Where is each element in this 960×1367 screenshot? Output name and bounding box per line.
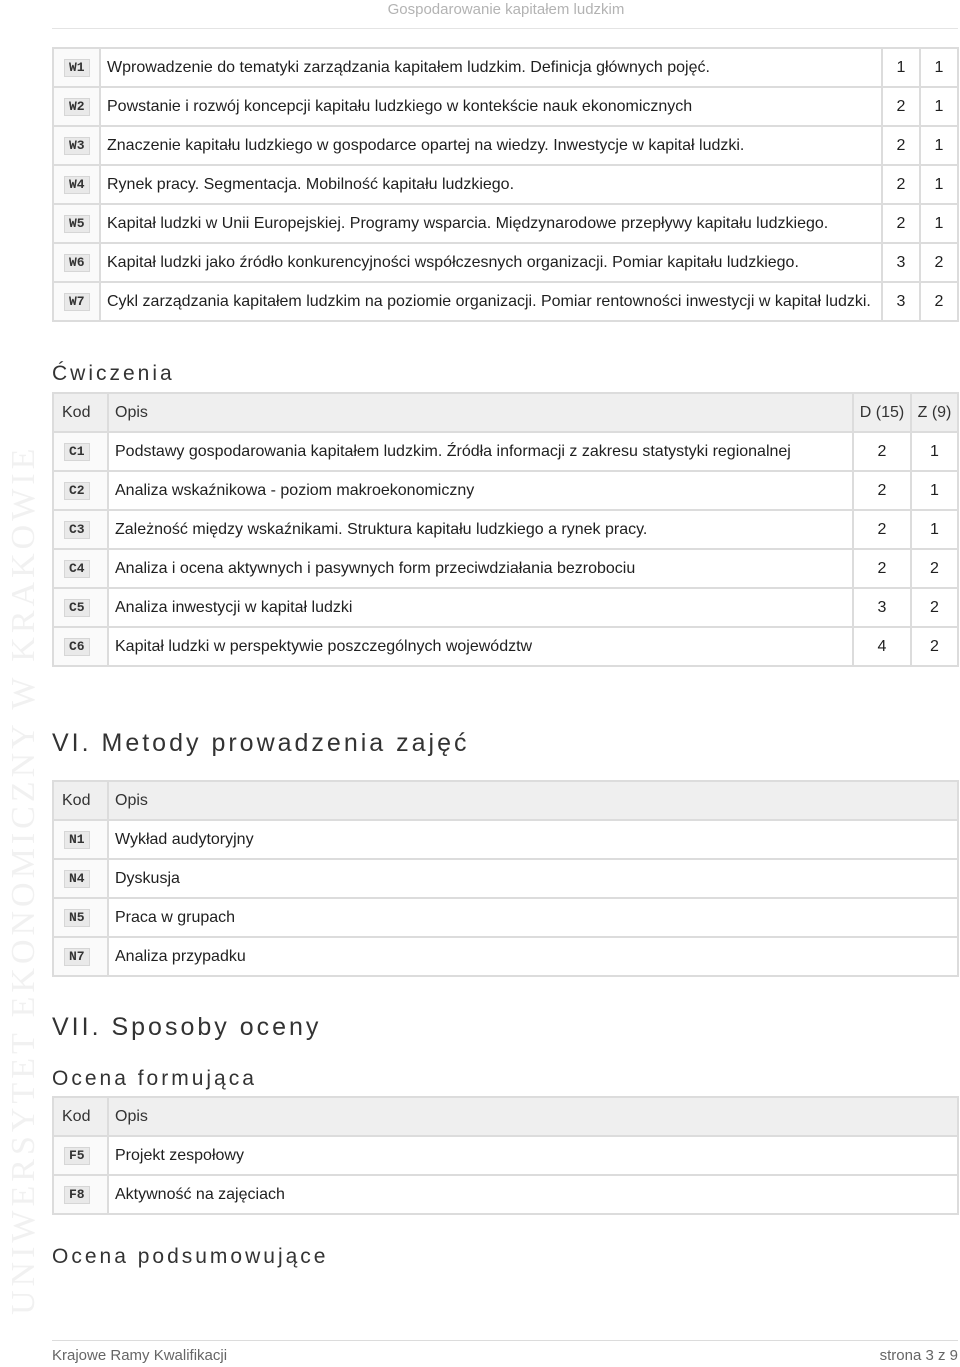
lecture-row [53, 204, 958, 243]
method-row [53, 820, 958, 859]
hours-z-cell: 2 [911, 588, 958, 627]
hours-z-cell: 1 [920, 204, 958, 243]
code-badge: C6 [64, 638, 90, 656]
code-badge: W1 [64, 59, 90, 77]
col-code-header: Kod [53, 393, 108, 432]
code-cell [53, 627, 108, 666]
methods-table [52, 780, 959, 977]
hours-d-cell: 2 [853, 432, 911, 471]
code-badge: N4 [64, 870, 90, 888]
hours-z-cell: 1 [920, 165, 958, 204]
hours-z-cell: 1 [911, 432, 958, 471]
lecture-row [53, 48, 958, 87]
method-row [53, 859, 958, 898]
methods-header-row [53, 781, 958, 820]
hours-d-cell: 2 [853, 549, 911, 588]
code-badge: C5 [64, 599, 90, 617]
lecture-row [53, 126, 958, 165]
hours-d-cell: 2 [853, 510, 911, 549]
code-cell [53, 165, 100, 204]
header-divider [52, 28, 958, 29]
description-cell: Analiza i ocena aktywnych i pasywnych form przeciwdziałania bezrobociu [108, 549, 853, 588]
code-badge: W3 [64, 137, 90, 155]
hours-d-cell: 2 [882, 87, 920, 126]
hours-d-cell: 3 [853, 588, 911, 627]
code-badge: N5 [64, 909, 90, 927]
code-badge: C3 [64, 521, 90, 539]
code-cell [53, 432, 108, 471]
description-cell: Kapitał ludzki w perspektywie poszczególnych województw [108, 627, 853, 666]
code-cell [53, 859, 108, 898]
description-cell: Zależność między wskaźnikami. Struktura kapitału ludzkiego a rynek pracy. [108, 510, 853, 549]
hours-z-cell: 1 [911, 510, 958, 549]
exercise-row [53, 627, 958, 666]
col-d-header: D (15) [853, 393, 911, 432]
code-badge: F8 [64, 1186, 90, 1204]
hours-d-cell: 1 [882, 48, 920, 87]
exercises-table [52, 392, 959, 667]
code-badge: N7 [64, 948, 90, 966]
hours-z-cell: 2 [911, 627, 958, 666]
code-cell [53, 588, 108, 627]
col-code-header: Kod [53, 1097, 108, 1136]
lectures-table [52, 47, 959, 322]
formative-row [53, 1175, 958, 1214]
formative-row [53, 1136, 958, 1175]
code-badge: W4 [64, 176, 90, 194]
description-cell: Powstanie i rozwój koncepcji kapitału ludzkiego w kontekście nauk ekonomicznych [100, 87, 882, 126]
hours-z-cell: 2 [911, 549, 958, 588]
hours-z-cell: 2 [920, 282, 958, 321]
exercises-heading: Ćwiczenia [52, 362, 175, 385]
code-badge: W7 [64, 293, 90, 311]
footer-divider [52, 1340, 958, 1341]
description-cell: Kapitał ludzki jako źródło konkurencyjności współczesnych organizacji. Pomiar kapitału ludzkiego. [100, 243, 882, 282]
description-cell: Wprowadzenie do tematyki zarządzania kapitałem ludzkim. Definicja głównych pojęć. [100, 48, 882, 87]
formative-table [52, 1096, 959, 1215]
code-badge: F5 [64, 1147, 90, 1165]
code-cell [53, 937, 108, 976]
description-cell: Dyskusja [108, 859, 958, 898]
code-badge: C1 [64, 443, 90, 461]
description-cell: Projekt zespołowy [108, 1136, 958, 1175]
hours-d-cell: 2 [853, 471, 911, 510]
description-cell: Praca w grupach [108, 898, 958, 937]
col-z-header: Z (9) [911, 393, 958, 432]
col-desc-header: Opis [108, 781, 958, 820]
code-cell [53, 898, 108, 937]
code-cell [53, 820, 108, 859]
methods-heading: VI. Metody prowadzenia zajęć [52, 729, 470, 757]
hours-d-cell: 3 [882, 243, 920, 282]
code-badge: W6 [64, 254, 90, 272]
code-badge: W2 [64, 98, 90, 116]
code-cell [53, 1136, 108, 1175]
code-cell [53, 87, 100, 126]
code-cell [53, 282, 100, 321]
formative-header-row [53, 1097, 958, 1136]
col-code-header: Kod [53, 781, 108, 820]
col-desc-header: Opis [108, 1097, 958, 1136]
exercise-row [53, 471, 958, 510]
hours-z-cell: 1 [911, 471, 958, 510]
description-cell: Cykl zarządzania kapitałem ludzkim na poziomie organizacji. Pomiar rentowności inwestycji w kapitał ludzki. [100, 282, 882, 321]
code-cell [53, 1175, 108, 1214]
code-badge: C2 [64, 482, 90, 500]
method-row [53, 898, 958, 937]
code-badge: N1 [64, 831, 90, 849]
hours-z-cell: 1 [920, 87, 958, 126]
lecture-row [53, 165, 958, 204]
hours-z-cell: 1 [920, 48, 958, 87]
code-cell [53, 471, 108, 510]
description-cell: Kapitał ludzki w Unii Europejskiej. Programy wsparcia. Międzynarodowe przepływy kapitału ludzkiego. [100, 204, 882, 243]
hours-d-cell: 3 [882, 282, 920, 321]
exercise-row [53, 510, 958, 549]
description-cell: Wykład audytoryjny [108, 820, 958, 859]
hours-d-cell: 2 [882, 126, 920, 165]
assessment-heading: VII. Sposoby oceny [52, 1013, 322, 1041]
footer-page-number: strona 3 z 9 [879, 1347, 958, 1364]
exercises-header-row [53, 393, 958, 432]
exercise-row [53, 588, 958, 627]
code-cell [53, 126, 100, 165]
code-cell [53, 48, 100, 87]
description-cell: Rynek pracy. Segmentacja. Mobilność kapitału ludzkiego. [100, 165, 882, 204]
exercise-row [53, 432, 958, 471]
hours-z-cell: 2 [920, 243, 958, 282]
formative-heading: Ocena formująca [52, 1067, 257, 1090]
description-cell: Podstawy gospodarowania kapitałem ludzkim. Źródła informacji z zakresu statystyki regionalnej [108, 432, 853, 471]
col-desc-header: Opis [108, 393, 853, 432]
code-cell [53, 243, 100, 282]
lecture-row [53, 282, 958, 321]
description-cell: Znaczenie kapitału ludzkiego w gospodarce opartej na wiedzy. Inwestycje w kapitał ludzki. [100, 126, 882, 165]
lecture-row [53, 243, 958, 282]
footer-left-text: Krajowe Ramy Kwalifikacji [52, 1347, 228, 1364]
hours-d-cell: 2 [882, 165, 920, 204]
description-cell: Analiza przypadku [108, 937, 958, 976]
code-cell [53, 204, 100, 243]
page-header-title: Gospodarowanie kapitałem ludzkim [387, 1, 625, 18]
method-row [53, 937, 958, 976]
hours-z-cell: 1 [920, 126, 958, 165]
code-cell [53, 510, 108, 549]
code-cell [53, 549, 108, 588]
lecture-row [53, 87, 958, 126]
hours-d-cell: 4 [853, 627, 911, 666]
code-badge: W5 [64, 215, 90, 233]
description-cell: Analiza inwestycji w kapitał ludzki [108, 588, 853, 627]
code-badge: C4 [64, 560, 90, 578]
university-watermark: UNIWERSYTET EKONOMICZNY W KRAKOWIE [5, 444, 42, 1315]
description-cell: Aktywność na zajęciach [108, 1175, 958, 1214]
hours-d-cell: 2 [882, 204, 920, 243]
description-cell: Analiza wskaźnikowa - poziom makroekonomiczny [108, 471, 853, 510]
summative-heading: Ocena podsumowujące [52, 1245, 329, 1268]
exercise-row [53, 549, 958, 588]
